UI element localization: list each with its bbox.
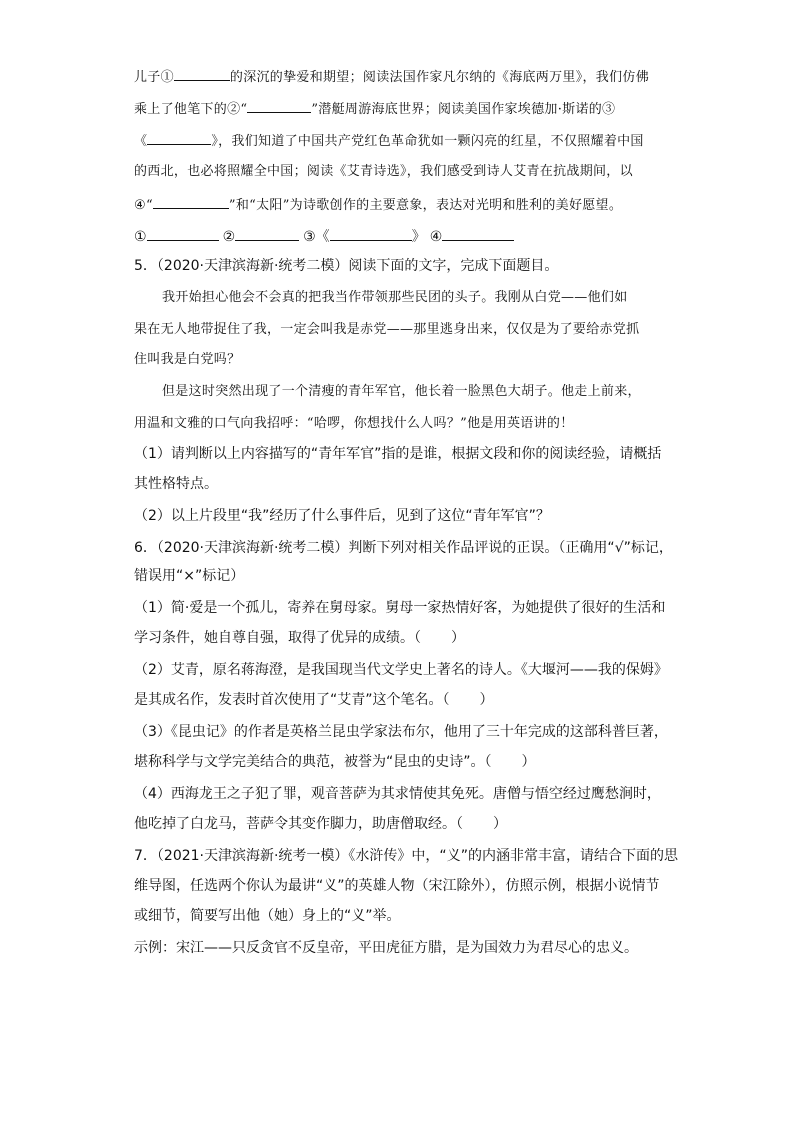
question-6-heading-line-1: 6．（2020·天津滨海新·统考二模）判断下列对相关作品评说的正误。（正确用“√”标记， [134,540,673,556]
q5-passage-p1-line-1: 我开始担心他会不会真的把我当作带领那些民团的头子。我刚从白党——他们如 [162,290,628,305]
q6-item-1-line-2: 学习条件，她自尊自强，取得了优异的成绩。（ ） [134,630,465,646]
answer-blank-4[interactable] [442,226,514,241]
passage-line-4: 的西北，也必将照耀全中国；阅读《艾青诗选》，我们感受到诗人艾青在抗战期间，以 [134,164,633,179]
passage-line-3: 《 》，我们知道了中国共产党红色革命犹如一颗闪亮的红星，不仅照耀着中国 [134,130,644,152]
blank-1[interactable] [174,66,230,81]
q6-item-2-line-2: 是其成名作，发表时首次使用了“艾青”这个笔名。（ ） [134,692,494,708]
q5-passage-p2-line-2: 用温和文雅的口气向我招呼：“哈啰，你想找什么人吗？”他是用英语讲的！ [134,416,574,431]
q6-item-2-line-1: （2）艾青，原名蒋海澄，是我国现当代文学史上著名的诗人。《大堰河——我的保姆》 [134,662,668,678]
answer-blank-3[interactable] [330,226,412,241]
answer-blank-2[interactable] [235,226,299,241]
q6-item-4-line-2: 他吃掉了白龙马，菩萨令其变作脚力，助唐僧取经。（ ） [134,816,507,832]
blank-4[interactable] [153,194,229,209]
q5-passage-p1-line-3: 住叫我是白党吗？ [134,352,241,367]
passage-line-2: 乘上了他笔下的②“ ”潜艇周游海底世界；阅读美国作家埃德加·斯诺的③ [134,98,615,120]
question-6-heading-line-2: 错误用“×”标记） [134,568,245,584]
passage-line-1: 儿子① 的深沉的挚爱和期望；阅读法国作家凡尔纳的《海底两万里》，我们仿佛 [134,66,649,88]
q5-passage-p2-line-1: 但是这时突然出现了一个清瘦的青年军官，他长着一脸黑色大胡子。他走上前来， [162,384,641,399]
answer-line: ① ② ③《 》 ④ [134,226,514,247]
passage-line-5: ④“ ”和“太阳”为诗歌创作的主要意象，表达对光明和胜利的美好愿望。 [134,194,622,216]
q5-passage-p1-line-2: 果在无人地带捉住了我，一定会叫我是赤党——那里逃身出来，仅仅是为了要给赤党抓 [134,322,640,337]
q6-item-3-line-1: （3）《昆虫记》的作者是英格兰昆虫学家法布尔，他用了三十年完成的这部科普巨著， [134,724,668,740]
question-5-heading: 5．（2020·天津滨海新·统考二模）阅读下面的文字，完成下面题目。 [134,258,559,274]
question-7-line-2: 维导图，任选两个你认为最讲“义”的英雄人物（宋江除外），仿照示例，根据小说情节 [134,878,660,894]
q5-sub-1-line-1: （1）请判断以上内容描写的“青年军官”指的是谁，根据文段和你的阅读经验，请概括 [134,446,662,462]
question-7-line-3: 或细节，简要写出他（她）身上的“义”举。 [134,908,401,924]
q6-item-3-line-2: 堪称科学与文学完美结合的典范，被誉为“昆虫的史诗”。（ ） [134,754,536,770]
q5-sub-2: （2）以上片段里“我”经历了什么事件后，见到了这位“青年军官”？ [134,508,550,524]
question-7-example: 示例：宋江——只反贪官不反皇帝，平田虎征方腊，是为国效力为君尽心的忠义。 [134,940,638,956]
blank-2[interactable] [247,98,311,113]
answer-blank-1[interactable] [147,226,219,241]
blank-3[interactable] [147,130,211,145]
q6-item-1-line-1: （1）简·爱是一个孤儿，寄养在舅母家。舅母一家热情好客，为她提供了很好的生活和 [134,600,666,616]
q5-sub-1-line-2: 其性格特点。 [134,476,218,492]
q6-item-4-line-1: （4）西海龙王之子犯了罪，观音菩萨为其求情使其免死。唐僧与悟空经过鹰愁涧时， [134,786,661,802]
question-7-line-1: 7．（2021·天津滨海新·统考一模）《水浒传》中，“义”的内涵非常丰富，请结合下面的思 [134,848,678,864]
